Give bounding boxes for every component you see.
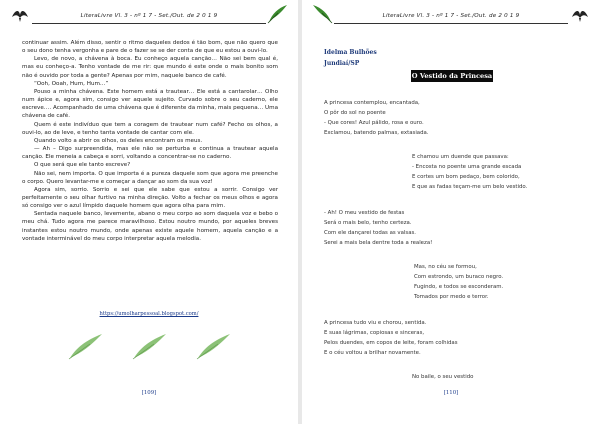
- paragraph: Quem é este indivíduo que tem a coragem de trautear num café? Fecho os olhos, a ouvi-lo, ao de leve, e tenho tanta vontade de cantar com ele.: [22, 121, 278, 136]
- paragraph: Agora sim, sorrio. Sorrio e sei que ele sabe que estou a sorrir. Consigo ver perfeitamente o seu olhar furtivo na minha direção. Volto a fechar os meus olhos e agora só consigo ver o azul límpido daquele homem que agora olha para mim.: [22, 186, 278, 210]
- verse-line: E cortes um bom pedaço, bem colorido,: [412, 174, 520, 181]
- author-block: [324, 47, 377, 69]
- quill-icon: [266, 4, 288, 24]
- bird-icon: [570, 6, 590, 24]
- feather-ornament: [50, 330, 250, 360]
- stanza: [324, 208, 432, 248]
- article-text: [22, 39, 278, 243]
- paragraph: Não sei, nem importa. O que importa é a pureza daquele som que agora me preenche o corpo. Quero levantar-me e começar a dançar ao som da sua voz!: [22, 170, 278, 185]
- verse-line: - Ah! O meu vestido de festas: [324, 210, 405, 216]
- verse-line: A princesa contemplou, encantada,: [324, 100, 420, 106]
- page-header: [10, 4, 288, 30]
- paragraph: Levo, de novo, a chávena à boca. Eu conheço aquela canção… Não sei bem qual é, mas eu conheço-a. Tenho vontade de me rir: que mundo é este onde o mais bonito som não é ouvido por toda a gente? Apenas por mim, naquele banco de café.: [22, 56, 278, 79]
- verse-line: No baile, o seu vestido: [412, 374, 474, 380]
- verse-line: Mas, no céu se formou,: [414, 264, 477, 270]
- verse-line: Tomados por medo e terror.: [414, 294, 489, 301]
- blog-link[interactable]: https://umolharpessoal.blogspot.com/: [99, 311, 199, 317]
- page-header: [312, 4, 590, 30]
- stanza: [324, 318, 458, 358]
- verse-line: - Que cores! Azul pálido, rosa e ouro.: [324, 120, 424, 127]
- stanza: [414, 262, 503, 302]
- verse-line: Serei a mais bela dentre toda a realeza!: [324, 240, 433, 247]
- stanza: [412, 372, 473, 382]
- paragraph: Quando volto a abrir os olhos, os deles encontram os meus.: [34, 137, 203, 144]
- paragraph: Pouso a minha chávena. Este homem está a trautear… Ele está a cantarolar… Olho num ápice e, agora sim, consigo ver aquele sujeito. Curvado sobre o seu caderno, ele escreve…. Acompanhado de uma chávena que é diferente da minha, mais pequena… Uma chávena de café.: [22, 88, 278, 120]
- right-page: [302, 0, 600, 424]
- verse-line: Fugindo, e todos se esconderam.: [414, 284, 504, 291]
- verse-line: A princesa tudo viu e chorou, sentida.: [324, 320, 427, 326]
- paragraph: O que será que ele tanto escreve?: [34, 162, 131, 169]
- verse-line: - Encosta no poente uma grande escada: [412, 164, 522, 171]
- verse-line: Exclamou, batendo palmas, extasiada.: [324, 130, 429, 137]
- paragraph: — Ah – Digo surpreendida, mas ele não se perturba e continua a trautear aquela canção. Ele meneia a cabeça e sorri, voltando a concentrar-se no caderno.: [22, 146, 278, 161]
- left-page: [0, 0, 298, 424]
- verse-line: E o céu voltou a brilhar novamente.: [324, 350, 421, 357]
- verse-line: O pôr do sol no poente: [324, 110, 386, 117]
- page-number: [110]: [443, 390, 459, 396]
- verse-line: Pelos duendes, em copos de leite, foram colhidas: [324, 340, 458, 347]
- verse-line: Com estrondo, um buraco negro.: [414, 274, 504, 281]
- verse-line: Será o mais belo, tenho certeza.: [324, 220, 412, 227]
- stanza: [324, 98, 429, 138]
- verse-line: E que as fadas teçam-me um belo vestido.: [412, 184, 528, 191]
- verse-line: E suas lágrimas, copiosas e sinceras,: [324, 330, 425, 337]
- verse-line: Com ele dançarei todas as valsas.: [324, 230, 417, 237]
- header-text: LiteraLivre Vl. 3 - nº 1 7 - Set./Out. de 2 0 1 9: [382, 13, 520, 19]
- paragraph: Sentada naquele banco, levemente, abano o meu corpo ao som daquela voz e bebo o meu chá. Tudo agora me parece maravilhoso. Estou noutro mundo, por aqueles breves instantes estou noutro mundo, onde apenas existe aquele homem, aquela canção e a vontade interminável do meu corpo interpretar aquela melodia.: [22, 211, 278, 242]
- feather-icon: [197, 334, 230, 359]
- verse-line: E chamou um duende que passava:: [412, 154, 509, 160]
- page-number: [109]: [141, 390, 157, 396]
- paragraph: “Ooh, Ooah, Hum, Hum…”: [34, 80, 109, 87]
- header-text: LiteraLivre Vl. 3 - nº 1 7 - Set./Out. de 2 0 1 9: [80, 13, 218, 19]
- feather-icon: [69, 334, 102, 359]
- poem-title: O Vestido da Princesa: [411, 72, 493, 80]
- header-rule: [32, 23, 266, 24]
- feather-icon: [133, 334, 166, 359]
- stanza: [412, 152, 527, 192]
- author-place: Jundiaí/SP: [324, 60, 360, 67]
- header-rule: [334, 23, 568, 24]
- paragraph: continuar assim. Além disso, sentir o ritmo daqueles dedos é tão bom, que não quero que o seu dono tenha vergonha e pare de o fazer se se der conta de que eu estou a ouvi-lo.: [22, 40, 278, 55]
- author-name: Idelma Bulhões: [324, 49, 377, 56]
